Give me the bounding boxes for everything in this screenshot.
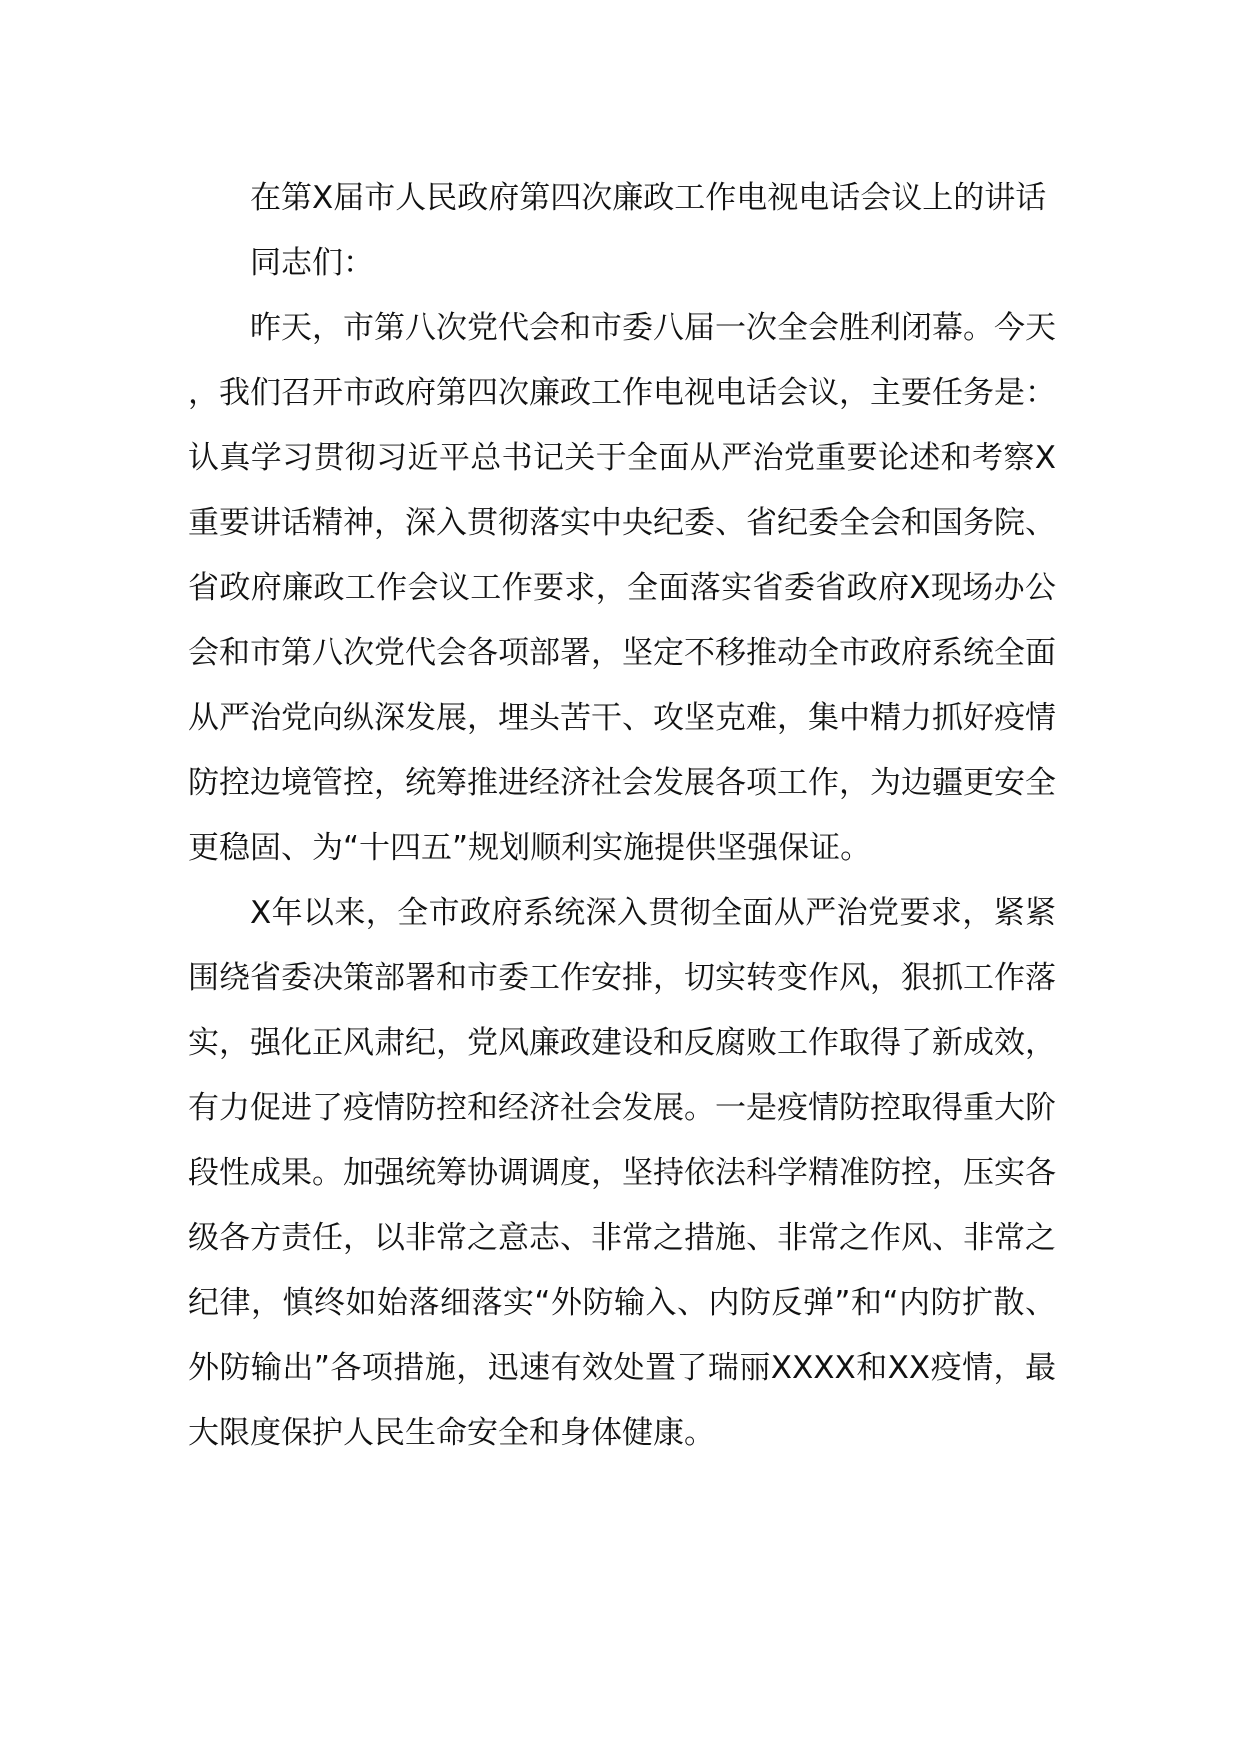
paragraph-1: 昨天，市第八次党代会和市委八届一次全会胜利闭幕。今天，我们召开市政府第四次廉政工作电视电话会议，主要任务是：认真学习贯彻习近平总书记关于全面从严治党重要论述和考察X重要讲话精神，深入贯彻落实中央纪委、省纪委全会和国务院、省政府廉政工作会议工作要求，全面落实省委省政府X现场办公会和市第八次党代会各项部署，坚定不移推动全市政府系统全面从严治党向纵深发展，埋头苦干、攻坚克难，集中精力抓好疫情防控边境管控，统筹推进经济社会发展各项工作，为边疆更安全更稳固、为“十四五”规划顺利实施提供坚强保证。 (188, 310, 1056, 866)
document-body (188, 166, 1056, 1466)
document-title: 在第X届市人民政府第四次廉政工作电视电话会议上的讲话 (250, 180, 1047, 216)
paragraph-2: X年以来，全市政府系统深入贯彻全面从严治党要求，紧紧围绕省委决策部署和市委工作安排，切实转变作风，狠抓工作落实，强化正风肃纪，党风廉政建设和反腐败工作取得了新成效，有力促进了疫情防控和经济社会发展。一是疫情防控取得重大阶段性成果。加强统筹协调调度，坚持依法科学精准防控，压实各级各方责任，以非常之意志、非常之措施、非常之作风、非常之纪律，慎终如始落细落实“外防输入、内防反弹”和“内防扩散、外防输出”各项措施，迅速有效处置了瑞丽XXXX和XX疫情，最大限度保护人民生命安全和身体健康。 (188, 895, 1056, 1451)
salutation: 同志们： (250, 245, 374, 281)
